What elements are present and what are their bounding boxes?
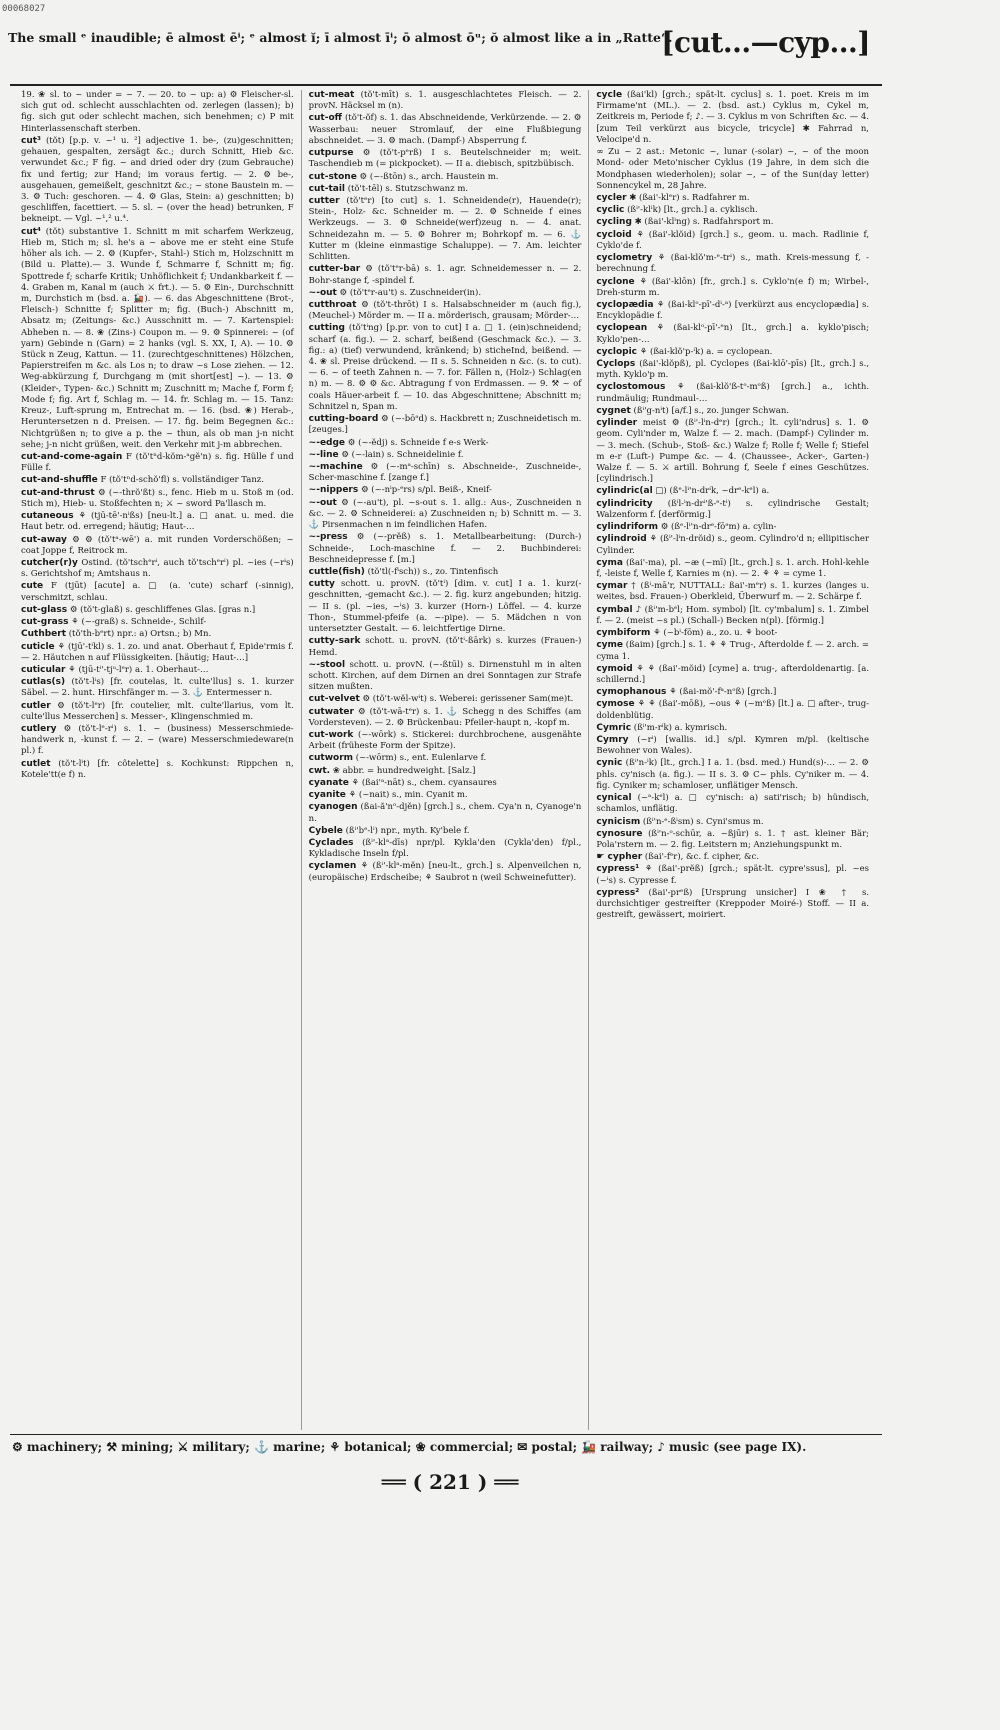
dictionary-entry [596, 418, 869, 485]
entry-definition: ⚙ (tŏ't-glaß) s. geschliffenes Glas. [gras n.] [69, 604, 256, 615]
entry-headword: cut-work [308, 730, 354, 741]
entry-headword: cutlery [21, 724, 57, 735]
entry-definition: (~ᵃ-kᵉl) a. □ cy'nisch: a) sati'risch; b) hündisch, schamlos, unflätig. [596, 793, 870, 815]
entry-definition: ⚙ (ßᵉ-lⁱ'n-drᵉ-fōᵊm) a. cylin- [660, 522, 777, 533]
entry-definition: (tŏ'th-bᵉrt) npr.: a) Ortsn.; b) Mn. [68, 629, 212, 640]
dictionary-entry [596, 852, 869, 863]
entry-definition: ⚙ (~-thrŏ'ßt) s., fenc. Hieb m u. Stoß m (od. Stich m), Hieb- u. Stoßfechten n; ⚔ ~ sword Pa'llasch m. [21, 487, 294, 509]
entry-headword: cutpurse [308, 148, 354, 159]
entry-definition: ⚘ (ßai-klᵒ-pī'-ᵉn) [lt., grch.] a. kyklo'pisch; Kyklo'pen-… [596, 323, 870, 345]
entry-headword: cyanogen [308, 802, 358, 813]
entry-headword: cymose [596, 699, 635, 710]
entry-headword: cwt. [308, 765, 331, 776]
entry-headword: cylindric(al [596, 486, 653, 497]
entry-headword: cutcher(r)y [21, 557, 78, 568]
entry-headword: cymar [596, 581, 628, 592]
dictionary-entry [21, 488, 294, 510]
entry-definition: (~-wōrm) s., ent. Eulenlarve f. [355, 753, 487, 764]
dictionary-entry [21, 701, 294, 723]
dictionary-entry [21, 475, 294, 486]
dictionary-entry [596, 300, 869, 322]
entry-headword: cymophanous [596, 687, 667, 698]
dictionary-entry [21, 90, 294, 135]
entry-headword: cut-velvet [308, 694, 360, 705]
entry-headword: cut-glass [21, 604, 68, 615]
entry-definition: F (tjūt) [acute] a. □ (a. 'cute) scharf (-sinnig), verschmitzt, schlau. [21, 581, 294, 603]
dictionary-entry [21, 452, 294, 474]
dictionary-entry [21, 677, 294, 699]
entry-headword: cut-off [308, 113, 342, 124]
entry-definition: ⚘ (~-graß) s. Schneide-, Schilf- [71, 617, 207, 628]
dictionary-entry [596, 664, 869, 686]
entry-definition: □) (ßᵉ-lⁱ'n-drⁱk, ~drᵉ-kᵉl) a. [655, 486, 770, 497]
entry-headword: ~-line [308, 449, 339, 460]
entry-definition: ⚘ (ßai-klᵒ-pī'-dⁱ-ᵃ) [verkürzt aus encyclopædia] s. Encyklopädie f. [596, 299, 870, 322]
dictionary-entry [309, 113, 582, 147]
dictionary-entry [596, 253, 869, 275]
column-1 [14, 90, 302, 1430]
entry-headword: cynic [596, 758, 623, 769]
entry-headword: cyclometry [596, 253, 653, 264]
dictionary-entry [309, 532, 582, 566]
entry-headword: cyma [596, 557, 623, 568]
dictionary-entry [309, 861, 582, 883]
entry-definition: ⚘ (ßai'-klŏid) [grch.] s., geom. u. mach. Radlinie f, Cyklo'de f. [596, 229, 870, 251]
dictionary-entry [21, 724, 294, 758]
pronunciation-note: The small ᵉ inaudible; ē almost ēⁱ; ᵉ almost ĭ; ī almost īⁱ; ō almost ōᵘ; ŏ almost like a in „Ratte“. [8, 30, 673, 45]
entry-headword: cymoid [596, 663, 633, 674]
entry-headword: ~-out [308, 497, 337, 508]
entry-headword: cut-and-come-again [21, 452, 123, 462]
entry-definition: (ßai'-klŏpß), pl. Cyclopes (ßai-klō'-pīs) [lt., grch.] s., myth. Kyklo'p m. [596, 359, 870, 381]
entry-headword: cut-meat [308, 90, 355, 100]
entry-headword: cypress² [596, 887, 640, 898]
dictionary-entry [596, 499, 869, 521]
dictionary-entry [596, 90, 869, 146]
entry-definition: ⚘ (ßai-klŏ'ß-tᵒ-mᵒß) [grch.] a., ichth. rundmäulig; Rundmaul-… [596, 382, 870, 404]
entry-definition: ∞ Zu ~ 2 ast.: Metonic ~, lunar (-solar) ~, ~ of the moon Mond- oder Meto'nischer Cyklus (19 Jahre, in dem sich die Mondphasen wiederholen); solar ~, ~ of the Sun(day letter) Sonnencykel m, 28 Jahre. [596, 147, 870, 191]
dictionary-entry [309, 838, 582, 860]
entry-definition: ⚙ (~-ßtōn) s., arch. Haustein m. [359, 171, 499, 182]
dictionary-entry [21, 535, 294, 557]
scan-id: 00068027 [2, 4, 46, 14]
dictionary-entry [596, 628, 869, 639]
dictionary-entry [309, 753, 582, 764]
entry-definition: (tŏ't-tēl) s. Stutzschwanz m. [347, 183, 469, 194]
entry-definition: (tŏ'tl(-fⁱsch)) s., zo. Tintenfisch [367, 566, 499, 577]
dictionary-entry [596, 817, 869, 828]
entry-headword: cyclopædia [596, 299, 654, 310]
dictionary-entry [309, 90, 582, 112]
entry-definition: (tŏ'tⁱng) [p.pr. von to cut] I a. □ 1. (ein)schneidend; scharf (a. fig.). — 2. scharf, beißend (Geschmack &c.). — 3. fig.: a) (tief) verwundend, kränkend; b) sticheInd, beißend. — 4. ❀ sl. Preise drückend. — II s. 5. Schneiden n &c. (s. to cut). — 6. ~ of teeth Zahnen n. — 7. for. Fällen n, (Holz-) Schlag(en n) m. — 8. ⚙ ⚙ &c. Abtragung f von Erdmassen. — 9. ⚒ ~ of coals Häuer-arbeit f. — 10. das Abgeschnittene; Abschnitt m; Schnitzel n, Span m. [308, 323, 582, 412]
dictionary-entry [309, 498, 582, 532]
dictionary-entry [309, 485, 582, 496]
entry-headword: cuticle [21, 641, 55, 652]
entry-headword: cut-away [21, 534, 67, 545]
entry-definition: (ßai'-prᵉß) [Ursprung unsicher] I ❀ † s. durchsichtiger gestreifter (Kreppoder Moiré-) Stoff. — II a. gestreift, gewässert, moiriert. [596, 887, 870, 921]
entry-definition: (ßⁱ'-klⁱk) [lt., grch.] a. cyklisch. [627, 205, 758, 216]
dictionary-entry [596, 558, 869, 580]
entry-definition: ⚘ (ßai-klŏ'm-ᵉ-trⁱ) s., math. Kreis-messung f, -berechnung f. [596, 253, 870, 275]
entry-definition: ⚙ (tŏ't-thrōt) I s. Halsabschneider m (auch fig.), (Meuchel-) Mörder m. — II a. mörderisch, grausam; Mörder-… [308, 299, 582, 322]
entry-headword: cynicism [596, 816, 641, 827]
entry-definition: (~-wōrk) s. Stickerei: durchbrochene, ausgenähte Arbeit (früheste Form der Spitze). [308, 730, 582, 752]
entry-headword: cyanate [308, 777, 349, 788]
dictionary-entry [309, 707, 582, 729]
dictionary-entry [309, 462, 582, 484]
entry-headword: ~-press [308, 532, 348, 543]
entry-headword: cut-and-shuffle [21, 475, 98, 486]
dictionary-entry [21, 642, 294, 664]
dictionary-entry [596, 193, 869, 204]
entry-headword: cyclostomous [596, 382, 666, 393]
entry-definition: (ßaim) [grch.] s. 1. ⚘ ⚘ Trug-, Afterdolde f. — 2. arch. = cyma 1. [596, 640, 870, 662]
entry-headword: cynosure [596, 828, 643, 839]
dictionary-entry [596, 723, 869, 734]
entry-headword: Cymric [596, 722, 632, 733]
entry-definition: (ßai'-fᵉr), &c. f. cipher, &c. [644, 852, 760, 863]
entry-definition: F (tŏ'tⁿd-schŏ'fl) s. vollständiger Tanz. [100, 475, 264, 486]
dictionary-entry [309, 196, 582, 263]
entry-definition: ⚙ (~-bōᵊd) s. Hackbrett n; Zuschneidetisch m. [zeuges.] [308, 414, 582, 436]
dictionary-entry [309, 826, 582, 837]
entry-definition: (tŏt) [p.p. v. ~¹ u. ²] adjective 1. be-, (zu)geschnitten; gehauen, gespalten, zersägt &c.; durch Schnitt, Hieb &c. verwundet &c.; F fig. ~ and dried oder dry (zum Gebrauche) fix und fertig; zur Hand; im voraus fertig. — 2. ⚙ be-, ausgehauen, gemeißelt, geschnitzt &c.; ~ stone Baustein m. — 3. ⚙ Tuch: geschoren. — 4. ⚙ Glas, Stein: a) geschnitten; b) geschliffen, facettiert. — 5. sl. ~ (over the head) betrunken, F bekneipt. — Vgl. ~¹,² u.⁴. [21, 135, 294, 225]
entry-definition: ⚙ (tŏ't-pᵉrß) I s. Beutelschneider m; weit. Taschendieb m (= pickpocket). — II a. diebisch, spitzbübisch. [308, 148, 582, 170]
entry-headword: Cyclops [596, 359, 636, 370]
entry-definition: (ßⁱ'n-ᵒ-schūr, a. ~ßjūr) s. 1. † ast. kleiner Bär; Pola'rstern m. — 2. fig. Leitstern m; Anziehungspunkt m. [596, 828, 870, 850]
dictionary-entry [21, 759, 294, 781]
entry-definition: ⚙ (tŏ't-wā-tᵉr) s. 1. ⚓ Schegg n des Schiffes (am Vordersteven). — 2. ⚙ Brückenbau: Pfeiler-haupt n, -kopf m. [308, 706, 582, 728]
entry-definition: ⚘ (ßⁱ'-klᵃ-mĕn) [neu-lt., grch.] s. Alpenveilchen n, (europäische) Erdscheibe; ⚘ Saubrot n (weil Schweinefutter). [308, 861, 582, 883]
entry-definition: F (tŏ'tⁿd-kŏm-ᵃgĕ'n) s. fig. Hülle f und Fülle f. [21, 452, 294, 474]
entry-headword: ☛ cypher [596, 852, 643, 863]
entry-headword: cyme [596, 640, 624, 651]
entry-headword: cyclone [596, 276, 635, 287]
entry-headword: ~-stool [308, 659, 346, 670]
entry-headword: cymbal [596, 604, 633, 615]
entry-definition: (tŏ't-mīt) s. 1. ausgeschlachtetes Fleisch. — 2. provN. Häcksel m (n). [308, 90, 582, 112]
entry-headword: cyclopic [596, 346, 638, 357]
entry-headword: cute [21, 581, 44, 592]
dictionary-entry [21, 136, 294, 226]
entry-definition: schott. u. provN. (tŏ'tⁱ) [dim. v. cut] I a. 1. kurz(-geschnitten, -gemacht &c.). — 2. fig. kurz angebunden; hitzig. — II s. (pl. ~ies, ~ⁱs) 3. kurzer (Horn-) Löffel. — 4. kurze Thon-, Stummel-pfeife (a. ~-pipe). — 5. Mädchen n von untersetzter Gestalt. — 6. leichtfertige Dirne. [308, 579, 582, 635]
entry-headword: ~-edge [308, 437, 346, 448]
dictionary-entry [596, 581, 869, 603]
entry-headword: cylindricity [596, 498, 653, 509]
entry-definition: (ßⁱ'n-ᵉ-ßⁱsm) s. Cyni'smus m. [642, 816, 764, 827]
entry-definition: 19. ❀ sl. to ~ under = ~ 7. — 20. to ~ up: a) ⚙ Fleischer-sl. sich gut od. schlecht ausschlachten od. zerlegen (lassen); b) fig. sich gut oder schlecht machen, sich benehmen; c) P mit Hinterlassenschaft sterben. [21, 90, 294, 134]
dictionary-entry [596, 522, 869, 533]
entry-definition: ⚘ ⚘ (ßai'-mŏid) [cyme] a. trug-, afterdoldenartig. [a. schillernd.] [596, 663, 870, 685]
dictionary-entry [596, 277, 869, 299]
entry-definition: (ßai'-ma), pl. ~æ (~mī) [lt., grch.] s. 1. arch. Hohl-kehle f, -leiste f, Welle f, Karnies m (n). — 2. ⚘ ⚘ = cyme 1. [596, 557, 870, 579]
dictionary-entry [309, 300, 582, 322]
entry-definition: ⚘ (~bⁱ-fōm) a., zo. u. ⚘ boot- [653, 628, 778, 639]
entry-definition: Ostind. (tŏ'tschᵉrⁱ, auch tŏ'tschᵉrⁱ) pl. ~ies (~rⁱs) s. Gerichtshof m; Amtshaus n. [21, 557, 294, 580]
entry-headword: cutworm [308, 753, 354, 764]
entry-definition: ⚘ (ßai'-prĕß) [grch.; spät-lt. cypre'ssus], pl. ~es (~ⁱs) s. Cypresse f. [596, 864, 870, 886]
dictionary-entry [596, 864, 869, 886]
dictionary-entry [596, 359, 869, 381]
entry-definition: ⚘ (ßai-mŏ'-fᵃ-nᵒß) [grch.] [669, 687, 777, 698]
dictionary-entry [596, 205, 869, 216]
entry-definition: ⚙ (~-nⁱp-ᵉrs) s/pl. Beiß-, Kneif- [360, 485, 492, 496]
entry-headword: cyanite [308, 790, 346, 801]
dictionary-entry [309, 766, 582, 777]
dictionary-entry [596, 735, 869, 757]
entry-headword: cuttle(fish) [308, 566, 365, 577]
entry-headword: Cuthbert [21, 629, 67, 640]
entry-headword: ~-out [308, 287, 337, 298]
entry-headword: cyclopean [596, 323, 648, 334]
entry-headword: cut⁴ [21, 226, 41, 237]
entry-definition: ⚘ (ßai'-klōn) [fr., grch.] s. Cyklo'n(e f) m; Wirbel-, Dreh-sturm m. [596, 276, 870, 298]
entry-definition: (tŏ'tᵉr) [to cut] s. 1. Schneidende(r), Hauende(r); Stein-, Holz- &c. Schneider m. — 2. ⚙ Schneide f eines Werkzeugs. — 3. ⚙ Schneide(werf)zeug n. — 4. anat. Schneidezahn m. — 5. ⚙ Bohrer m; Bohrkopf m. — 6. ⚓ Kutter m (kleine einmastige Schaluppe). — 7. Am. leichter Schlitten. [308, 195, 582, 263]
entry-definition: (ßⁱ'n-ⁱk) [lt., grch.] I a. 1. (bsd. med.) Hund(s)-… — 2. ⚙ phls. cy'nisch (a. fig.). — II s. 3. ⚙ C~ phls. Cy'niker m. — 4. fig. Cyniker m; schamloser, unflätiger Mensch. [596, 758, 870, 791]
dictionary-entry [309, 730, 582, 752]
entry-headword: cuticular [21, 664, 66, 675]
dictionary-entry [596, 687, 869, 698]
entry-definition: ⚙ (~-ĕdj) s. Schneide f e-s Werk- [347, 437, 489, 448]
entry-headword: cynical [596, 793, 632, 804]
dictionary-entry [596, 230, 869, 252]
entry-headword: cylindriform [596, 522, 659, 533]
entry-headword: cutty [308, 579, 335, 590]
dictionary-entry [596, 793, 869, 815]
dictionary-entry [21, 558, 294, 580]
dictionary-entry [309, 636, 582, 658]
dictionary-entry [21, 605, 294, 616]
entry-definition: ✱ (ßai'-klⁱng) s. Radfahrsport m. [634, 217, 774, 228]
entry-headword: cylindroid [596, 534, 647, 545]
entry-definition: ⚙ (tŏ't-lᵉ-rⁱ) s. 1. ~ (business) Messerschmiede-handwerk n, -kunst f. — 2. ~ (ware) Messerschmiedeware(n pl.) f. [21, 724, 294, 757]
entry-definition: (tŏ't-lⁱs) [fr. coutelas, lt. culte'llus] s. 1. kurzer Säbel. — 2. hunt. Hirschfänger m. — 3. ⚓ Entermesser n. [21, 677, 294, 699]
entry-definition: ♪ (ßⁱ'm-bᵉl; Hom. symbol) [lt. cy'mbalum] s. 1. Zimbel f. — 2. (meist ~s pl.) (Schall-) Becken n(pl). [förmig.] [596, 604, 870, 626]
entry-definition: ⚘ (~nait) s., min. Cyanit m. [348, 790, 468, 801]
dictionary-entry [596, 382, 869, 404]
dictionary-entry [309, 184, 582, 195]
entry-definition: ⚙ (tŏ't-lᵉr) [fr. coutelier, mlt. culte'llarius, vom lt. culte'llus Messerchen] s. Messer-, Klingenschmied m. [21, 700, 294, 722]
entry-headword: cycle [596, 90, 623, 100]
entry-definition: (ßai'kl) [grch.; spät-lt. cyclus] s. 1. poet. Kreis m im Firmame'nt (ML.). — 2. (bsd. ast.) Cyklus m, Cykel m, Zeitkreis m, Periode f; ♪. — 3. Cyklus m von Schriften &c. — 4. [zum Teil verkürzt aus bicycle, tricycle] ✱ Fahrrad n, Velocipe'd n. [596, 90, 870, 145]
dictionary-entry [596, 217, 869, 228]
entry-definition: ⚙ (tŏ'tᵉr-bā) s. 1. agr. Schneidemesser n. — 2. Bohr-stange f, -spindel f. [308, 264, 582, 286]
footer-rule [10, 1434, 882, 1435]
entry-headword: cutlet [21, 758, 51, 769]
entry-headword: ~-nippers [308, 485, 359, 496]
dictionary-entry [21, 227, 294, 451]
column-3 [589, 90, 876, 1430]
dictionary-entry [596, 347, 869, 358]
entry-headword: cymbiform [596, 628, 651, 639]
entry-headword: cut³ [21, 135, 41, 146]
dictionary-entry [309, 450, 582, 461]
dictionary-entry [21, 511, 294, 533]
entry-headword: cutler [21, 700, 51, 711]
entry-definition: ⚙ (tŏ'tᵉr-au't) s. Zuschneider(in). [339, 287, 482, 298]
entry-headword: cyclamen [308, 861, 357, 872]
entry-definition: (tŏt) substantive 1. Schnitt m mit scharfem Werkzeug, Hieb m, Stich m; sl. he's a ~ above me er steht eine Stufe höher als ich. — 2. ⚙ (Kupfer-, Stahl-) Stich m, Holzschnitt m (Bild u. Platte).— 3. Wunde f, Schmarre f, Schnitt m; fig. Spottrede f; scharfe Kritik; Unhöflichkeit f; Undankbarkeit f. — 4. Graben m, Kanal m (auch ⚔ frt.). — 5. ⚙ Ein-, Durchschnitt m, Durchstich m (bsd. a. 🚂). — 6. das Abgeschnittene (Brot-, Fleisch-) Schnitte f; Splitter m; fig. (Buch-) Abschnitt m, Absatz m; (Zeitungs- &c.) Ausschnitt m. — 7. Kartenspiel: Abheben n. — 8. ❀ (Zins-) Coupon m. — 9. ⚙ Spinnerei: ~ (of yarn) Gebinde n (Garn) = 2 hanks (vgl. S. XX, I, A). — 10. ⚙ Stück n Zeug, Kattun. — 11. (zurechtgeschnittenes) Hölzchen, Papierstreifen m &c. als Los n; to draw ~s Lose ziehen. — 12. Weg-abkürzung f, Durchgang m (mit short[est] ~). — 13. ⚙ (Kleider-, Typen- &c.) Schnitt m; Zuschnitt m; Mache f, Form f; Mode f; fig. Art f, Schlag m. — 14. fr. Schlag m. — 15. Tanz: Kreuz-, Luft-sprung m, Entrechat m. — 16. (bsd. ❀) Herab-, Heruntersetzen n d. Preisen. — 17. fig. beim Begegnen &c.: Nichtgrüßen n; to give a p. the ~ thun, als ob man j-n nicht sehe; j-n nicht grüßen, weit. den Verkehr mit j-m abbrechen. [21, 226, 294, 450]
entry-definition: (tŏ't-lⁱt) [fr. côtelette] s. Kochkunst: Rippchen n, Kotele'tt(e f) n. [21, 758, 294, 780]
entry-definition: ⚙ ⚙ (tŏ'tᵃ-wē') a. mit runden Vorderschößen; ~ coat Joppe f, Reitrock m. [21, 534, 294, 556]
entry-definition: (ßⁱl-ⁱn-drⁱ'ß-ᵉ-tⁱ) s. cylindrische Gestalt; Walzenform f. [derförmig.] [596, 498, 870, 520]
dictionary-entry [309, 264, 582, 286]
entry-definition: (ßⁱ'g-nⁱt) [a/f.] s., zo. junger Schwan. [633, 405, 790, 416]
entry-headword: Cymry [596, 735, 629, 746]
entry-definition: (ßⁱ'bᵉ-lⁱ) npr., myth. Ky'bele f. [345, 825, 470, 836]
dictionary-entry [596, 758, 869, 792]
entry-definition: schott. u. provN. (~-ßtūl) s. Dirnenstuhl m in alten schott. Kirchen, auf dem Dirnen an drei Sonntagen zur Strafe sitzen mußten. [308, 659, 582, 693]
entry-headword: cycloid [596, 229, 632, 240]
entry-definition: ⚘ (tjū'-tⁱkl) s. 1. zo. und anat. Oberhaut f, Epide'rmis f. — 2. Häutchen n auf Flüssigkeiten. [häutig; Haut-…] [21, 641, 294, 663]
page-number: ══ ( 221 ) ══ [381, 1470, 519, 1494]
guide-words: [cut...—cyp...] [661, 26, 870, 59]
entry-definition: ⚙ (~-lain) s. Schneidelinie f. [341, 449, 464, 460]
entry-definition: ⚙ (tŏ't-wĕl-wⁱt) s. Weberei: gerissener Sam(me)t. [362, 694, 574, 705]
dictionary-entry [309, 802, 582, 824]
entry-definition: ⚘ ⚘ (ßai'-mōß), ~ous ⚘ (~mᵒß) [lt.] a. □ after-, trug-doldenblütig. [596, 699, 870, 721]
dictionary-entry [596, 534, 869, 556]
entry-headword: cutter-bar [308, 264, 361, 275]
entry-definition: ⚘ (tjū-tⁱ'-tjᵘ-lᵉr) a. 1. Oberhaut-… [68, 664, 209, 675]
entry-definition: ⚙ (~-au't), pl. ~s-out s. 1. allg.: Aus-, Zuschneiden n &c. — 2. ⚙ Schneiderei: a) Zuschneiden n; b) Schnitt m. — 3. ⚓ Pirsenmachen n im feindlichen Hafen. [308, 497, 582, 531]
dictionary-entry [309, 579, 582, 635]
entry-definition: ⚙ (~-mᵃ-schīn) s. Abschneide-, Zuschneide-, Scher-maschine f. [zange f.] [308, 462, 582, 484]
entry-headword: cygnet [596, 405, 631, 416]
entry-headword: cutting [308, 323, 345, 334]
dictionary-entry [309, 438, 582, 449]
entry-definition: (tŏ't-ŏf) s. 1. das Abschneidende, Verkürzende. — 2. ⚙ Wasserbau: neuer Stromlauf, der eine Flußbiegung abschneidet. — 3. ⚙ mach. (Dampf-) Absperrung f. [308, 113, 582, 146]
dictionary-entry [596, 406, 869, 417]
entry-headword: cut-and-thrust [21, 487, 95, 498]
entry-headword: cut-grass [21, 617, 69, 628]
dictionary-entry [21, 581, 294, 603]
entry-definition: (ßⁱ'-klᵃ-dīs) npr/pl. Kykla'den (Cykla'den) f/pl., Kykladische Inseln f/pl. [308, 838, 582, 860]
entry-definition: ⚘ (tjū-tē'-nⁱßs) [neu-lt.] a. □ anat. u. med. die Haut betr. od. erregend; häutig; Haut-… [21, 511, 294, 533]
dictionary-entry [309, 414, 582, 436]
dictionary-entry [309, 172, 582, 183]
dictionary-entry [309, 323, 582, 413]
dictionary-entry [309, 694, 582, 705]
column-2 [302, 90, 590, 1430]
dictionary-entry [21, 665, 294, 676]
entry-definition: meist ⚙ (ßⁱ'-lⁱn-dᵉr) [grch.; lt. cyli'ndrus] s. 1. ⚙ geom. Cyli'nder m, Walze f. — 2. mach. (Dampf-) Cylinder m. — 3. mech. (Schub-, Stoß- &c.) Walze f; Rolle f; Welle f; Stiefel m e-r (Luft-) Pumpe &c. — 4. (Chaussee-, Acker-, Garten-) Walze f. — 5. ⚔ artill. Bohrung f, Seele f eines Geschützes. [cylindrisch.] [596, 418, 870, 485]
entry-headword: cycling [596, 217, 632, 228]
dictionary-entry [596, 147, 869, 192]
entry-definition: ❀ abbr. = hundredweight. [Salz.] [332, 765, 476, 776]
entry-definition: schott. u. provN. (tŏ'tⁱ-ßārk) s. kurzes (Frauen-) Hemd. [308, 636, 582, 658]
entry-definition: ⚘ (ßai-klŏ'p-ⁱk) a. = cyclopean. [639, 346, 773, 357]
entry-headword: cutty-sark [308, 636, 361, 647]
entry-headword: cyclic [596, 205, 625, 216]
entry-headword: cutlas(s) [21, 677, 66, 688]
dictionary-entry [309, 148, 582, 170]
entry-definition: (ßⁱ'm-rⁱk) a. kymrisch. [633, 722, 728, 733]
entry-headword: cutting-board [308, 414, 379, 425]
dictionary-entry [309, 660, 582, 694]
entry-headword: ~-machine [308, 462, 363, 472]
dictionary-entry [21, 617, 294, 628]
entry-headword: cutaneous [21, 511, 74, 522]
dictionary-entry [596, 829, 869, 851]
dictionary-entry [309, 778, 582, 789]
entry-definition: (ßai-ă'nᵒ-djĕn) [grch.] s., chem. Cya'n n, Cyanoge'n n. [308, 802, 582, 824]
entry-definition: ⚘ (ßⁱ'-lⁱn-drŏid) s., geom. Cylindro'd n; ellipitischer Cylinder. [596, 534, 870, 556]
entry-headword: cutter [308, 195, 340, 206]
symbol-legend: ⚙ machinery; ⚒ mining; ⚔ military; ⚓ marine; ⚘ botanical; ❀ commercial; ✉ postal; 🚂 railway; ♪ music (see page IX). [12, 1440, 807, 1454]
dictionary-entry [596, 486, 869, 497]
entry-definition: ✱ (ßai'-klᵉr) s. Radfahrer m. [629, 192, 750, 203]
dictionary-entry [309, 567, 582, 578]
dictionary-entry [309, 288, 582, 299]
entry-headword: cutthroat [308, 299, 357, 310]
entry-headword: cypress¹ [596, 864, 640, 875]
entry-headword: cylinder [596, 418, 638, 429]
dictionary-entry [596, 640, 869, 662]
entry-definition: ⚙ (~-prĕß) s. 1. Metallbearbeitung: (Durch-) Schneide-, Loch-maschine f. — 2. Buchbinderei: Beschneidepresse f. [m.] [308, 532, 582, 565]
entry-headword: cutwater [308, 706, 354, 717]
entry-definition: ⚘ (ßai'ᵃ-nāt) s., chem. cyansaures [351, 777, 497, 788]
dictionary-entry [596, 605, 869, 627]
dictionary-entry [596, 699, 869, 721]
dictionary-entry [596, 323, 869, 345]
entry-headword: cycler [596, 192, 627, 203]
entry-headword: cut-tail [308, 183, 345, 194]
dictionary-entry [309, 790, 582, 801]
entry-definition: † (ßⁱ-mā'r, NUTTALL: ßai'-mᵉr) s. 1. kurzes (langes u. weites, bsd. Frauen-) Oberkleid, Überwurf m. — 2. Schärpe f. [596, 581, 870, 603]
dictionary-entry [596, 888, 869, 922]
dictionary-entry [21, 629, 294, 640]
entry-headword: Cybele [308, 825, 343, 836]
entry-definition: (~rⁱ) [wallis. id.] s/pl. Kymren m/pl. (keltische Bewohner von Wales). [596, 735, 870, 757]
entry-headword: cut-stone [308, 171, 357, 182]
entry-headword: Cyclades [308, 838, 354, 848]
header-rule [10, 84, 882, 86]
